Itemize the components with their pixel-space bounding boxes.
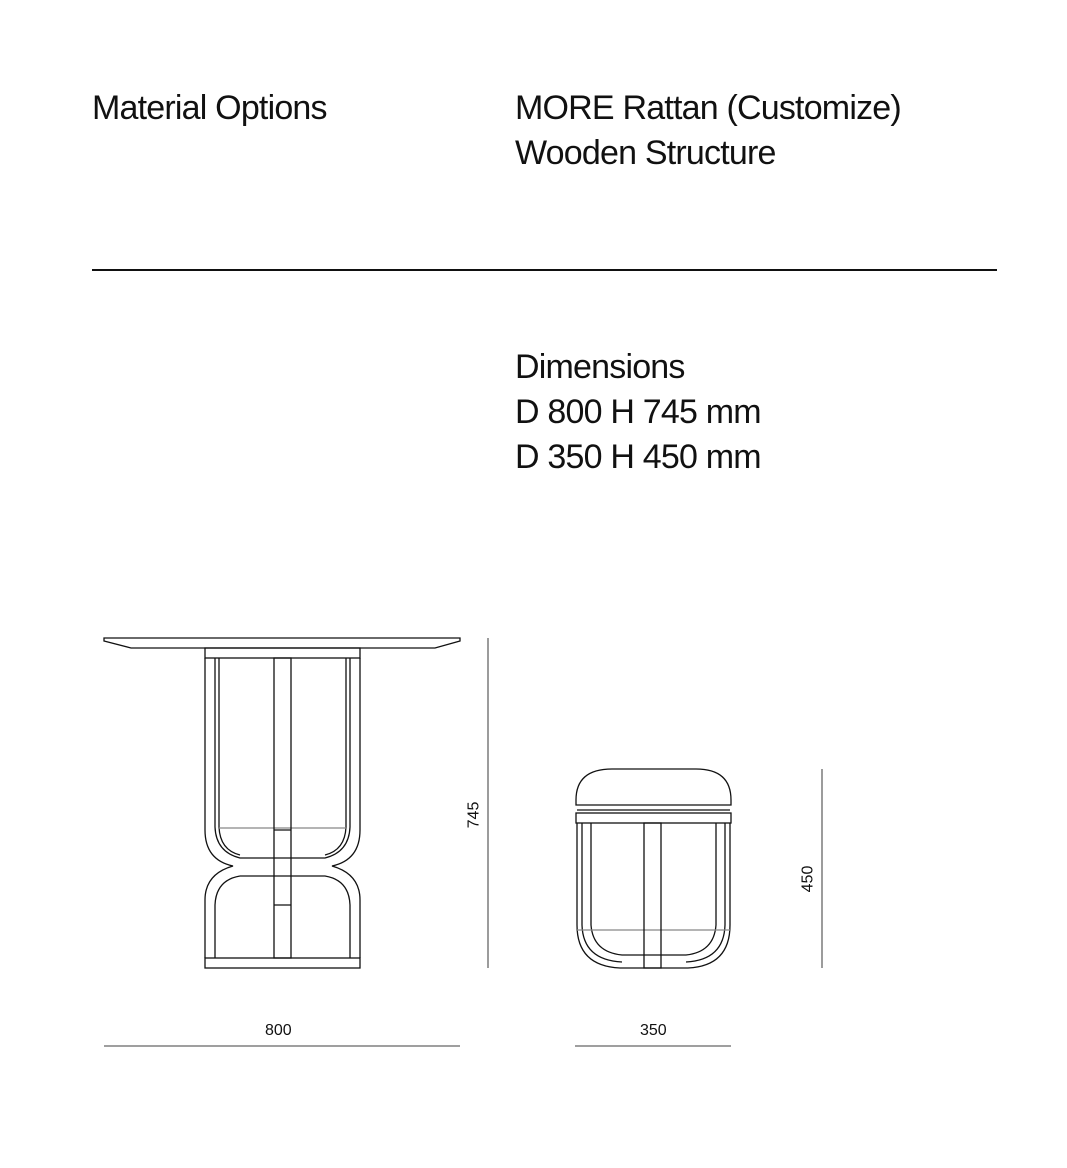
stool-drawing <box>575 769 822 1046</box>
table-width-label: 800 <box>265 1022 292 1039</box>
dimension-line: D 350 H 450 mm <box>515 438 761 476</box>
dimensions-heading: Dimensions <box>515 348 685 386</box>
dimension-line: D 800 H 745 mm <box>515 393 761 431</box>
material-options-heading: Material Options <box>92 89 327 127</box>
material-line: Wooden Structure <box>515 134 776 172</box>
stool-height-label: 450 <box>799 865 817 893</box>
stool-width-label: 350 <box>640 1022 667 1039</box>
table-height-label: 745 <box>465 801 483 829</box>
table-drawing <box>104 638 488 1046</box>
material-line: MORE Rattan (Customize) <box>515 89 901 127</box>
